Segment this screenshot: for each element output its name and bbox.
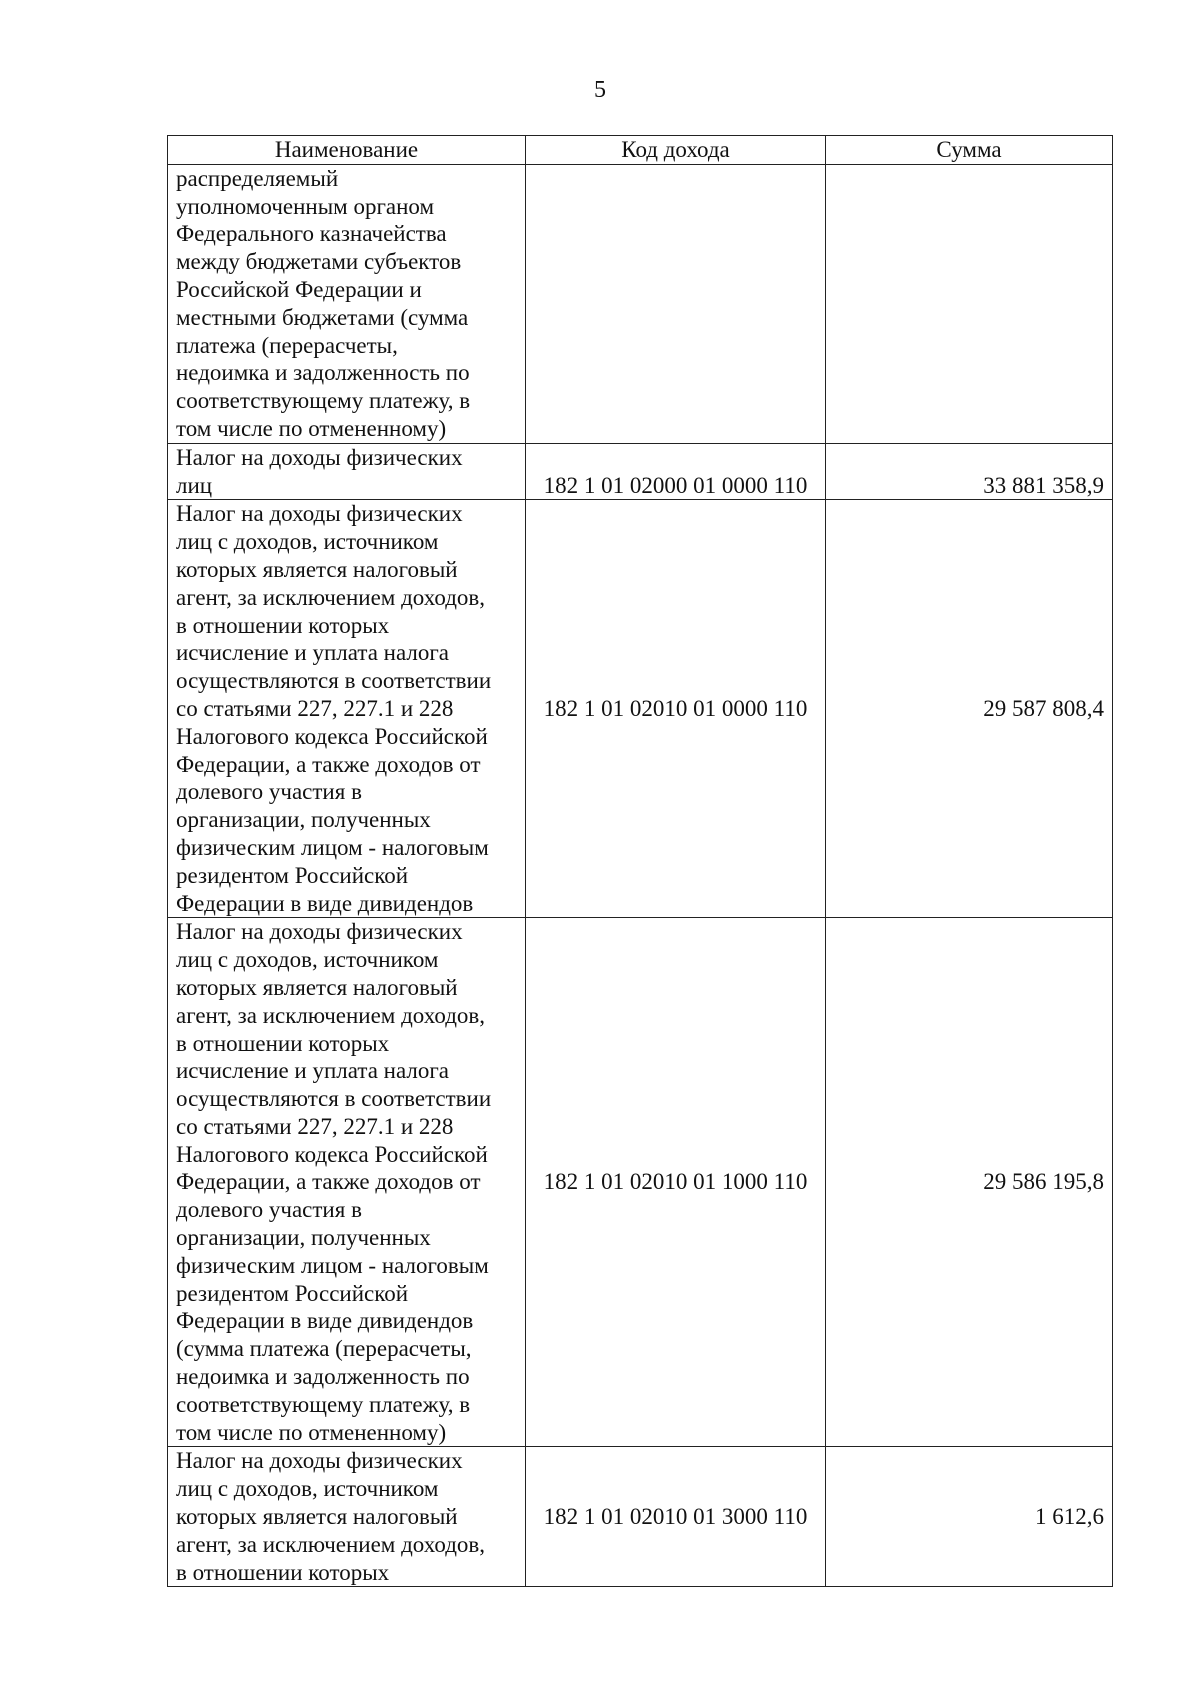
row-name-cell xyxy=(168,918,526,1447)
row-code-cell: 182 1 01 02000 01 0000 110 xyxy=(526,443,826,500)
row-sum-cell: 1 612,6 xyxy=(826,1447,1113,1587)
table-row xyxy=(168,443,1113,500)
row-code-cell xyxy=(526,164,826,443)
row-name-cell xyxy=(168,443,526,500)
table-row xyxy=(168,1447,1113,1587)
row-name-cell xyxy=(168,500,526,918)
row-name-cell xyxy=(168,164,526,443)
row-name-cell xyxy=(168,1447,526,1587)
row-name-text: Налог на доходы физических лиц с доходов, источником которых является налоговый агент, за исключением доходов, в отношении которых xyxy=(176,1448,486,1585)
row-sum-cell: 29 586 195,8 xyxy=(826,918,1113,1447)
income-table xyxy=(167,135,1113,1587)
row-code-cell: 182 1 01 02010 01 3000 110 xyxy=(526,1447,826,1587)
row-sum-cell: 29 587 808,4 xyxy=(826,500,1113,918)
table-row xyxy=(168,918,1113,1447)
row-sum-cell xyxy=(826,164,1113,443)
row-name-text: Налог на доходы физических лиц xyxy=(176,444,463,498)
row-code-cell: 182 1 01 02010 01 0000 110 xyxy=(526,500,826,918)
row-name-text: Налог на доходы физических лиц с доходов, источником которых является налоговый агент, за исключением доходов, в отношении которых исчисление и уплата налога осуществляются в соответствии со статьями 227, 227.1 и 228 Налогового кодекса Российской Федерации, а также доходов от долевого участия в организации, полученных физическим лицом - налоговым резидентом Российской Федерации в виде дивидендов xyxy=(176,501,492,916)
header-sum: Сумма xyxy=(826,136,1113,165)
header-code: Код дохода xyxy=(526,136,826,165)
row-name-text: распределяемый уполномоченным органом Федерального казначейства между бюджетами субъектов Российской Федерации и местными бюджетами (сумма платежа (перерасчеты, недоимка и задолженность по соответствующему платежу, в том числе по отмененному) xyxy=(176,165,471,441)
page-number: 5 xyxy=(594,77,606,103)
table-row xyxy=(168,500,1113,918)
header-name: Наименование xyxy=(168,136,526,165)
row-code-cell: 182 1 01 02010 01 1000 110 xyxy=(526,918,826,1447)
table-header-row xyxy=(168,136,1113,165)
table-row xyxy=(168,164,1113,443)
row-sum-cell: 33 881 358,9 xyxy=(826,443,1113,500)
row-name-text: Налог на доходы физических лиц с доходов, источником которых является налоговый агент, за исключением доходов, в отношении которых исчисление и уплата налога осуществляются в соответствии со статьями 227, 227.1 и 228 Налогового кодекса Российской Федерации, а также доходов от долевого участия в организации, полученных физическим лицом - налоговым резидентом Российской Федерации в виде дивидендов (сумма платежа (перерасчеты, недоимка и задолженность по соответствующему платежу, в том числе по отмененному) xyxy=(176,919,492,1445)
